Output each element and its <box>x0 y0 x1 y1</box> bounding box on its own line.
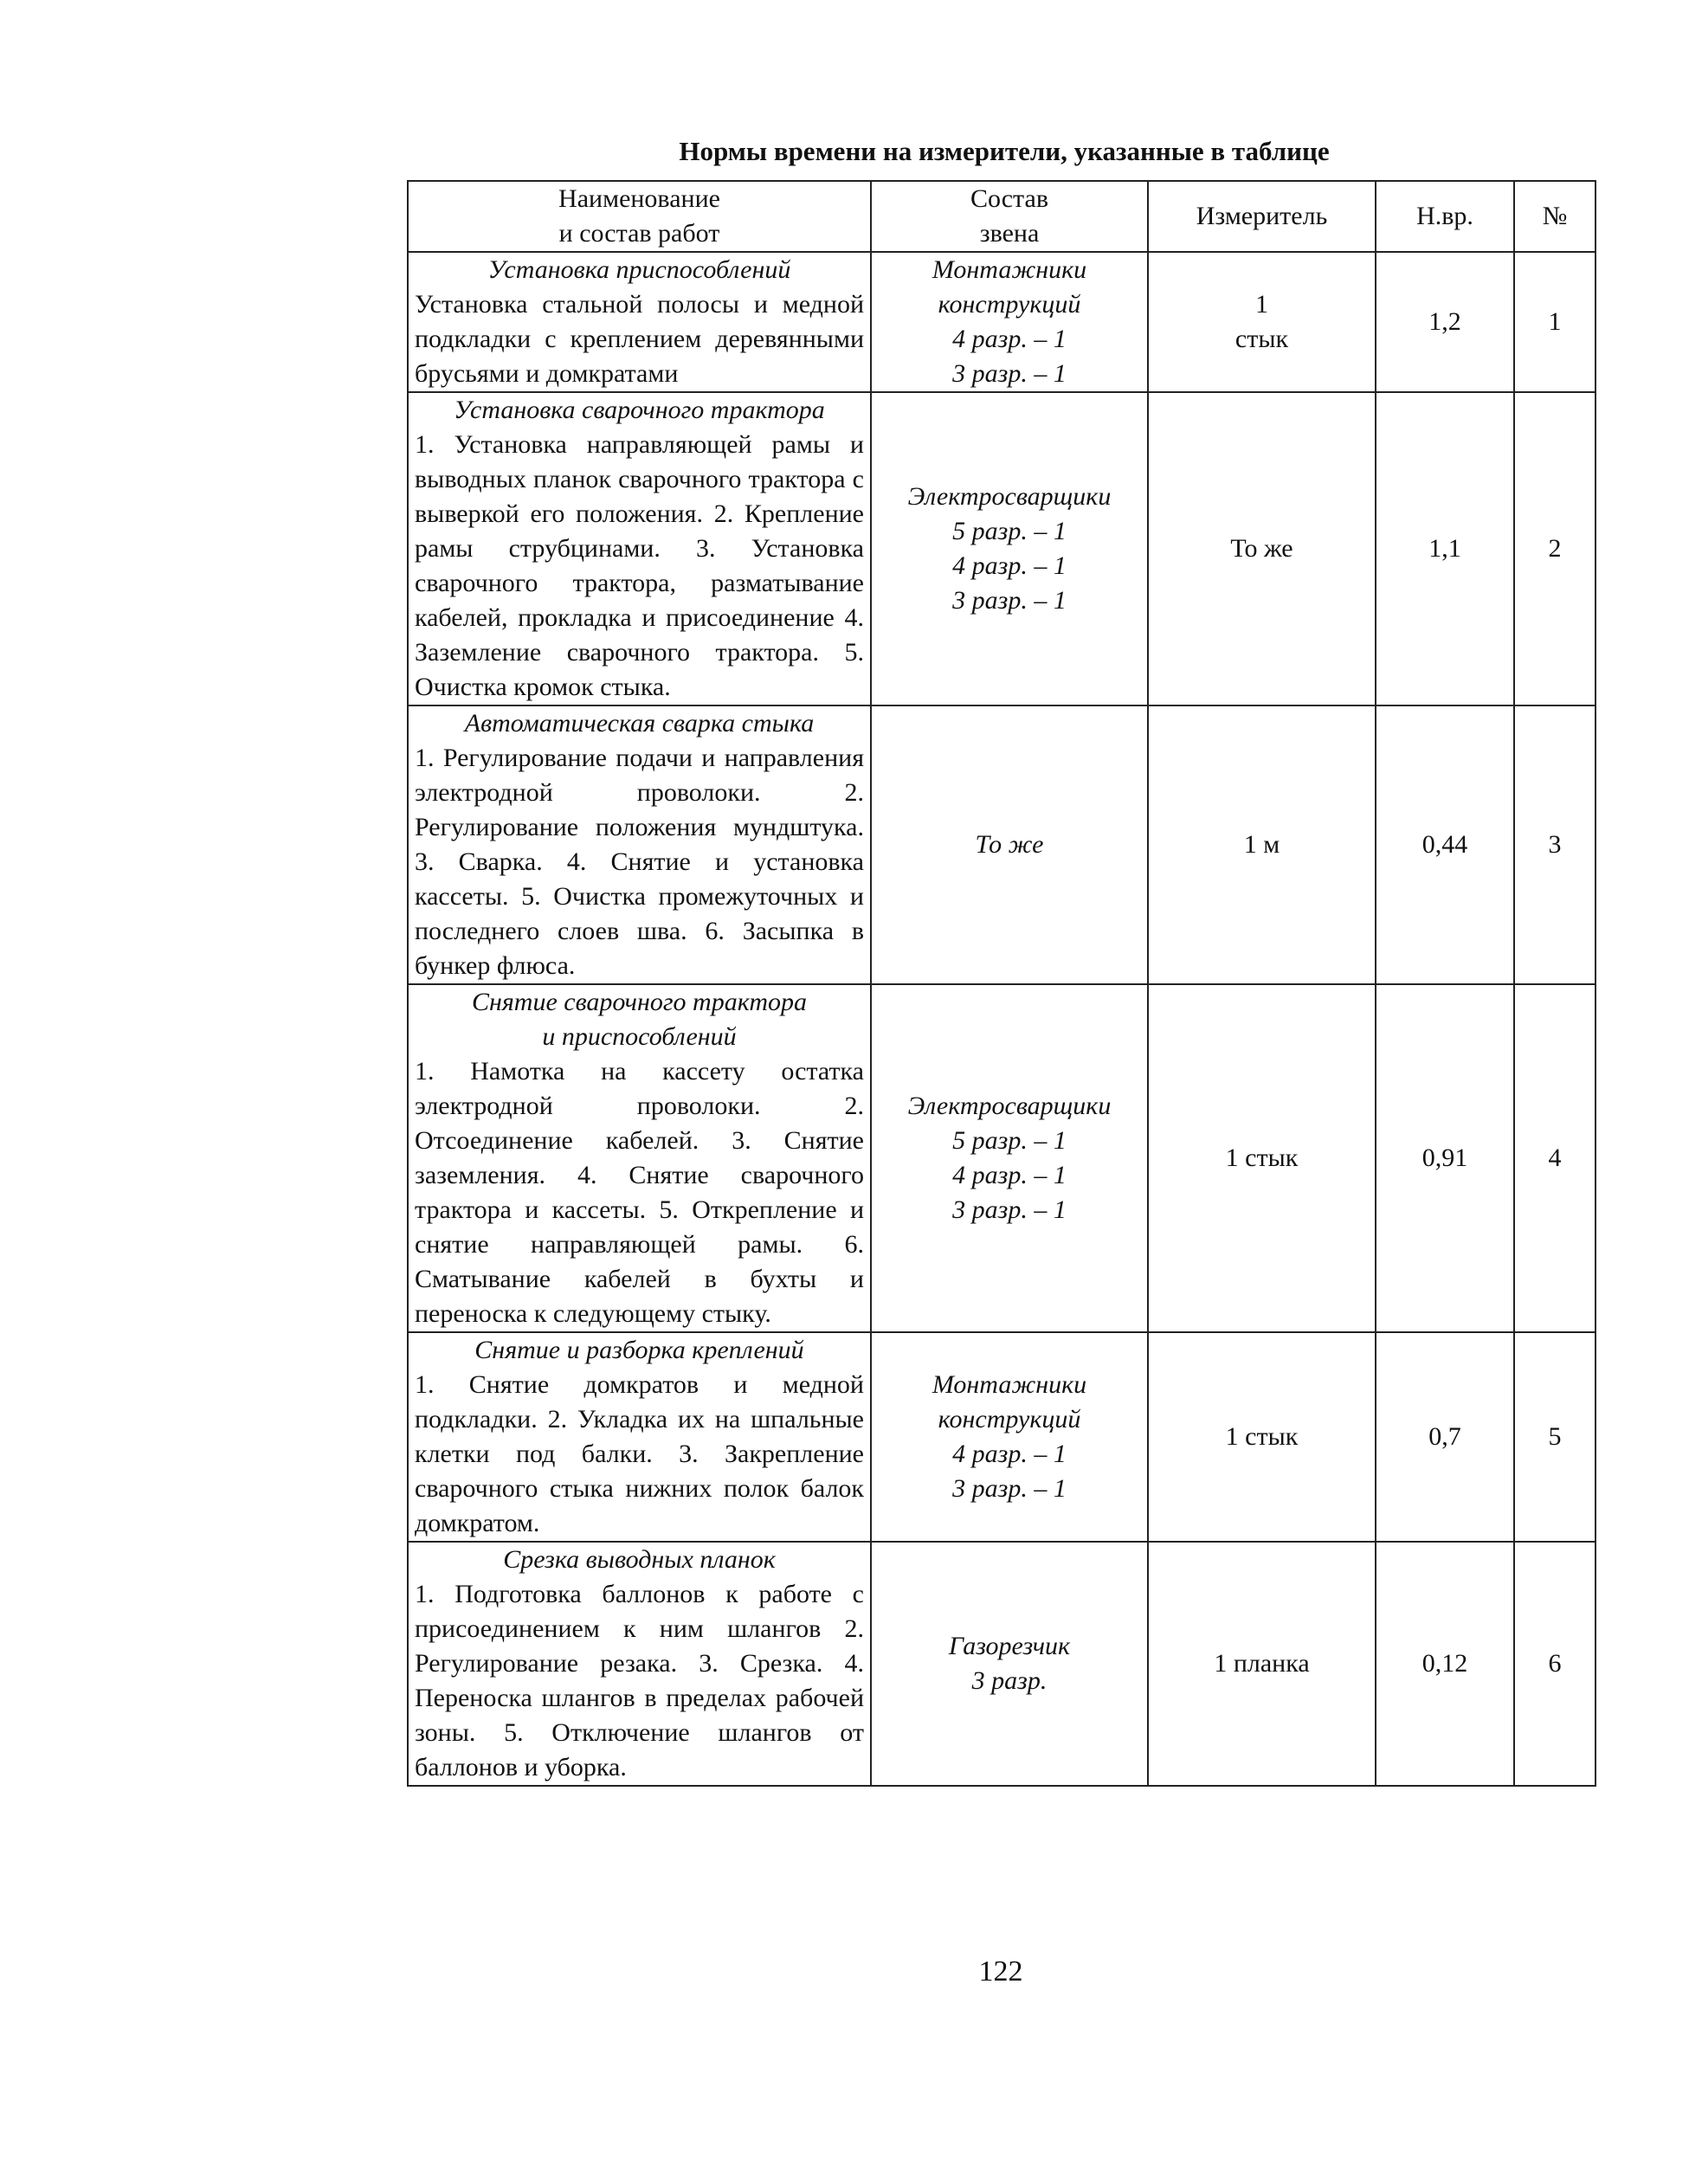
operation-title: Автоматическая сварка стыка <box>464 709 815 738</box>
table-row <box>408 1542 1596 1786</box>
unit-line: 1 стык <box>1225 1422 1299 1451</box>
work-cell <box>408 252 871 392</box>
crew-cell <box>871 984 1148 1332</box>
unit-line: 1 м <box>1243 830 1280 859</box>
row-number-cell: 2 <box>1514 392 1596 705</box>
unit-line: 1 <box>1255 290 1268 319</box>
unit-line: стык <box>1235 325 1289 353</box>
operation-title: Установка сварочного трактора <box>454 396 825 424</box>
row-number-cell: 1 <box>1514 252 1596 392</box>
table-row <box>408 705 1596 984</box>
crew-line: 4 разр. – 1 <box>952 1440 1067 1468</box>
unit-line: 1 планка <box>1214 1649 1310 1678</box>
header-norm: Н.вр. <box>1376 181 1514 252</box>
table-row <box>408 1332 1596 1542</box>
row-number-cell: 3 <box>1514 705 1596 984</box>
work-cell <box>408 1542 871 1786</box>
crew-cell <box>871 252 1148 392</box>
header-crew <box>871 181 1148 252</box>
crew-line: 3 разр. – 1 <box>952 1474 1067 1503</box>
crew-line: 5 разр. – 1 <box>952 517 1067 545</box>
table-row <box>408 984 1596 1332</box>
operation-description: Установка стальной полосы и медной подкладки с креплением деревянными брусьями и домкратами <box>415 290 864 388</box>
work-cell <box>408 1332 871 1542</box>
crew-line: Электросварщики <box>907 1092 1112 1120</box>
crew-line: конструкций <box>938 1405 1081 1433</box>
table-row <box>408 252 1596 392</box>
operation-title: Снятие и разборка креплений <box>474 1336 804 1364</box>
unit-line: 1 стык <box>1225 1144 1299 1172</box>
crew-line: Газорезчик <box>948 1632 1071 1660</box>
operation-title: Установка приспособлений <box>487 255 791 284</box>
operation-title: Срезка выводных планок <box>503 1545 776 1574</box>
unit-line: То же <box>1230 534 1293 563</box>
norm-time-cell: 1,1 <box>1376 392 1514 705</box>
operation-description: 1. Установка направляющей рамы и выводных планок сварочного трактора с выверкой его положения. 2. Крепление рамы струбцинами. 3. Установка сварочного трактора, разматывание кабелей, прокладка и присоединение 4. Заземление сварочного трактора. 5. Очистка кромок стыка. <box>415 430 864 701</box>
crew-line: 4 разр. – 1 <box>952 325 1067 353</box>
row-number-cell: 5 <box>1514 1332 1596 1542</box>
row-number-cell: 4 <box>1514 984 1596 1332</box>
page-number: 122 <box>978 1955 1023 1988</box>
header-work-line1: Наименование <box>558 184 720 213</box>
row-number-cell: 6 <box>1514 1542 1596 1786</box>
crew-line: Монтажники <box>932 1370 1087 1399</box>
crew-line: 3 разр. – 1 <box>952 359 1067 388</box>
crew-cell <box>871 705 1148 984</box>
crew-line: Электросварщики <box>907 482 1112 511</box>
unit-cell <box>1148 392 1376 705</box>
unit-cell <box>1148 252 1376 392</box>
unit-cell <box>1148 984 1376 1332</box>
unit-cell <box>1148 1542 1376 1786</box>
crew-line: Монтажники <box>932 255 1087 284</box>
crew-line: 4 разр. – 1 <box>952 551 1067 580</box>
crew-cell <box>871 1542 1148 1786</box>
page-title: Нормы времени на измерители, указанные в таблице <box>679 136 1330 166</box>
crew-line: 4 разр. – 1 <box>952 1161 1067 1189</box>
work-cell <box>408 984 871 1332</box>
norm-time-cell: 0,12 <box>1376 1542 1514 1786</box>
operation-title-line2: и приспособлений <box>542 1022 737 1051</box>
operation-description: 1. Снятие домкратов и медной подкладки. 2. Укладка их на шпальные клетки под балки. 3. Закрепление сварочного стыка нижних полок балок домкратом. <box>415 1370 864 1537</box>
norm-time-cell: 0,91 <box>1376 984 1514 1332</box>
work-cell <box>408 705 871 984</box>
crew-line: конструкций <box>938 290 1081 319</box>
crew-line: 3 разр. – 1 <box>952 586 1067 615</box>
operation-title: Снятие сварочного трактора <box>471 988 808 1016</box>
crew-line: 3 разр. <box>971 1666 1048 1695</box>
header-crew-line2: звена <box>979 219 1040 248</box>
unit-cell <box>1148 1332 1376 1542</box>
norm-time-cell: 0,44 <box>1376 705 1514 984</box>
crew-cell <box>871 392 1148 705</box>
crew-line: То же <box>975 830 1044 859</box>
norm-time-cell: 1,2 <box>1376 252 1514 392</box>
header-num: № <box>1514 181 1596 252</box>
header-work <box>408 181 871 252</box>
crew-cell <box>871 1332 1148 1542</box>
operation-description: 1. Подготовка баллонов к работе с присоединением к ним шлангов 2. Регулирование резака. 3. Срезка. 4. Переноска шлангов в пределах рабочей зоны. 5. Отключение шлангов от баллонов и уборка. <box>415 1580 864 1781</box>
operation-description: 1. Намотка на кассету остатка электродной проволоки. 2. Отсоединение кабелей. 3. Снятие заземления. 4. Снятие сварочного трактора и кассеты. 5. Открепление и снятие направляющей рамы. 6. Сматывание кабелей в бухты и переноска к следующему стыку. <box>415 1057 864 1328</box>
work-cell <box>408 392 871 705</box>
table-header-row <box>408 181 1596 252</box>
crew-line: 5 разр. – 1 <box>952 1126 1067 1155</box>
norms-table <box>407 180 1596 1787</box>
crew-line: 3 разр. – 1 <box>952 1195 1067 1224</box>
operation-description: 1. Регулирование подачи и направления электродной проволоки. 2. Регулирование положения мундштука. 3. Сварка. 4. Снятие и установка кассеты. 5. Очистка промежуточных и последнего слоев шва. 6. Засыпка в бункер флюса. <box>415 744 864 980</box>
norm-time-cell: 0,7 <box>1376 1332 1514 1542</box>
header-unit: Измеритель <box>1148 181 1376 252</box>
unit-cell <box>1148 705 1376 984</box>
table-row <box>408 392 1596 705</box>
header-work-line2: и состав работ <box>558 219 720 248</box>
header-crew-line1: Состав <box>970 184 1049 213</box>
